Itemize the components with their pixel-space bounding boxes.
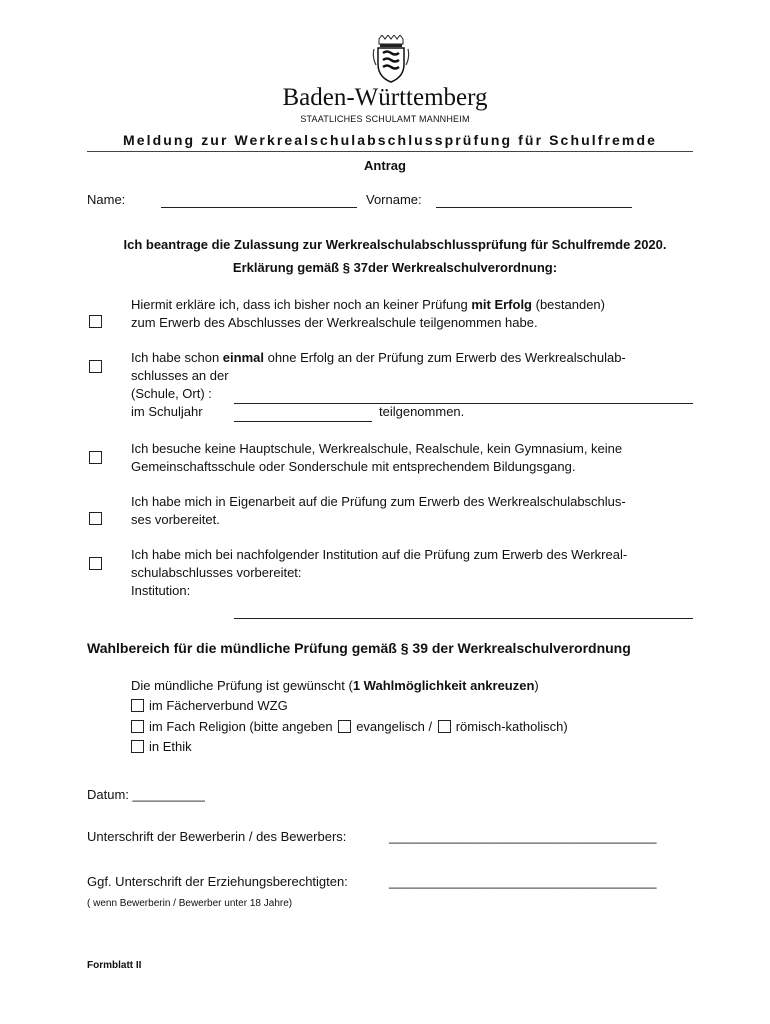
institution-label: Institution:: [131, 583, 191, 598]
declaration-3-checkbox[interactable]: [89, 451, 102, 464]
oral-exam-heading: Wahlbereich für die mündliche Prüfung gemäß § 39 der Werkrealschulverordnung: [87, 640, 631, 656]
form-label: Formblatt II: [87, 960, 142, 971]
school-year-suffix: teilgenommen.: [379, 404, 465, 419]
name-field[interactable]: [161, 207, 357, 208]
declaration-3-text: [131, 440, 696, 476]
option-wzg-checkbox[interactable]: [131, 699, 144, 712]
declaration-2-text-end: ohne Erfolg an der Prüfung zum Erwerb des Werkrealschulab-: [263, 350, 626, 365]
declaration-1-emphasis: mit Erfolg: [471, 297, 532, 312]
option-evangelisch-checkbox[interactable]: [338, 720, 351, 733]
declaration-1-text-end: (bestanden): [532, 297, 605, 312]
declaration-1-checkbox[interactable]: [89, 315, 102, 328]
declaration-3-line2: Gemeinschaftsschule oder Sonderschule mit entsprechendem Bildungsgang.: [131, 459, 576, 474]
applicant-signature-field[interactable]: _____________________________________: [389, 829, 657, 844]
option-ethik-checkbox[interactable]: [131, 740, 144, 753]
declaration-2-emphasis: einmal: [222, 350, 264, 365]
declaration-2-line2: schlusses an der: [131, 368, 229, 383]
declaration-5-line2: schulabschlusses vorbereitet:: [131, 565, 302, 580]
declaration-1-text: [131, 296, 696, 332]
school-office: STAATLICHES SCHULAMT MANNHEIM: [300, 114, 470, 124]
oral-exam-intro-start: Die mündliche Prüfung ist gewünscht (: [131, 678, 353, 693]
declaration-4-line1: Ich habe mich in Eigenarbeit auf die Prüfung zum Erwerb des Werkrealschulabschlus-: [131, 494, 626, 509]
declaration-4-checkbox[interactable]: [89, 512, 102, 525]
option-religion-label: im Fach Religion (bitte angeben: [149, 719, 333, 734]
school-year-label: im Schuljahr: [131, 404, 203, 419]
vorname-label: Vorname:: [366, 192, 422, 207]
page-subtitle: Antrag: [364, 158, 406, 173]
school-place-label: (Schule, Ort) :: [131, 386, 212, 401]
oral-exam-intro: [131, 677, 539, 695]
option-wzg: [131, 697, 288, 715]
declaration-2-text: [131, 349, 696, 385]
declaration-3-line1: Ich besuche keine Hauptschule, Werkrealschule, Realschule, kein Gymnasium, keine: [131, 441, 623, 456]
date-field[interactable]: Datum: __________: [87, 787, 205, 802]
oral-exam-intro-emphasis: 1 Wahlmöglichkeit ankreuzen: [352, 678, 535, 693]
declaration-2-checkbox[interactable]: [89, 360, 102, 373]
declaration-5-checkbox[interactable]: [89, 557, 102, 570]
guardian-signature-label: Ggf. Unterschrift der Erziehungsberechtigten:: [87, 874, 348, 889]
option-ethik: [131, 738, 192, 756]
declaration-heading: Erklärung gemäß § 37der Werkrealschulverordnung:: [232, 260, 558, 275]
declaration-4-line2: ses vorbereitet.: [131, 512, 220, 527]
guardian-note: ( wenn Bewerberin / Bewerber unter 18 Jahre): [87, 898, 293, 909]
option-ethik-label: in Ethik: [149, 739, 192, 754]
application-statement: Ich beantrage die Zulassung zur Werkrealschulabschlussprüfung für Schulfremde 2020.: [123, 237, 667, 252]
declaration-4-text: [131, 493, 696, 529]
title-divider: [87, 151, 693, 152]
declaration-2-text-start: Ich habe schon: [131, 350, 223, 365]
option-katholisch-label: römisch-katholisch): [455, 719, 568, 734]
school-year-field[interactable]: [234, 421, 372, 422]
option-wzg-label: im Fächerverbund WZG: [149, 698, 288, 713]
name-label: Name:: [87, 192, 126, 207]
declaration-5-line1: Ich habe mich bei nachfolgender Institution auf die Prüfung zum Erwerb des Werkreal-: [131, 547, 628, 562]
option-religion: [131, 718, 568, 736]
declaration-1-line2: zum Erwerb des Abschlusses der Werkrealschule teilgenommen habe.: [131, 315, 538, 330]
coat-of-arms-icon: [371, 35, 411, 83]
institution-field[interactable]: [234, 618, 693, 619]
vorname-field[interactable]: [436, 207, 632, 208]
page-title: Meldung zur Werkrealschulabschlussprüfung für Schulfremde: [122, 132, 658, 148]
option-religion-checkbox[interactable]: [131, 720, 144, 733]
option-katholisch-checkbox[interactable]: [438, 720, 451, 733]
oral-exam-intro-end: ): [534, 678, 539, 693]
applicant-signature-label: Unterschrift der Bewerberin / des Bewerbers:: [87, 829, 347, 844]
declaration-1-text-start: Hiermit erkläre ich, dass ich bisher noch an keiner Prüfung: [131, 297, 472, 312]
option-evangelisch-label: evangelisch /: [356, 719, 433, 734]
declaration-5-text: [131, 546, 696, 600]
state-name: Baden-Württemberg: [282, 84, 488, 111]
guardian-signature-field[interactable]: _____________________________________: [389, 874, 657, 889]
